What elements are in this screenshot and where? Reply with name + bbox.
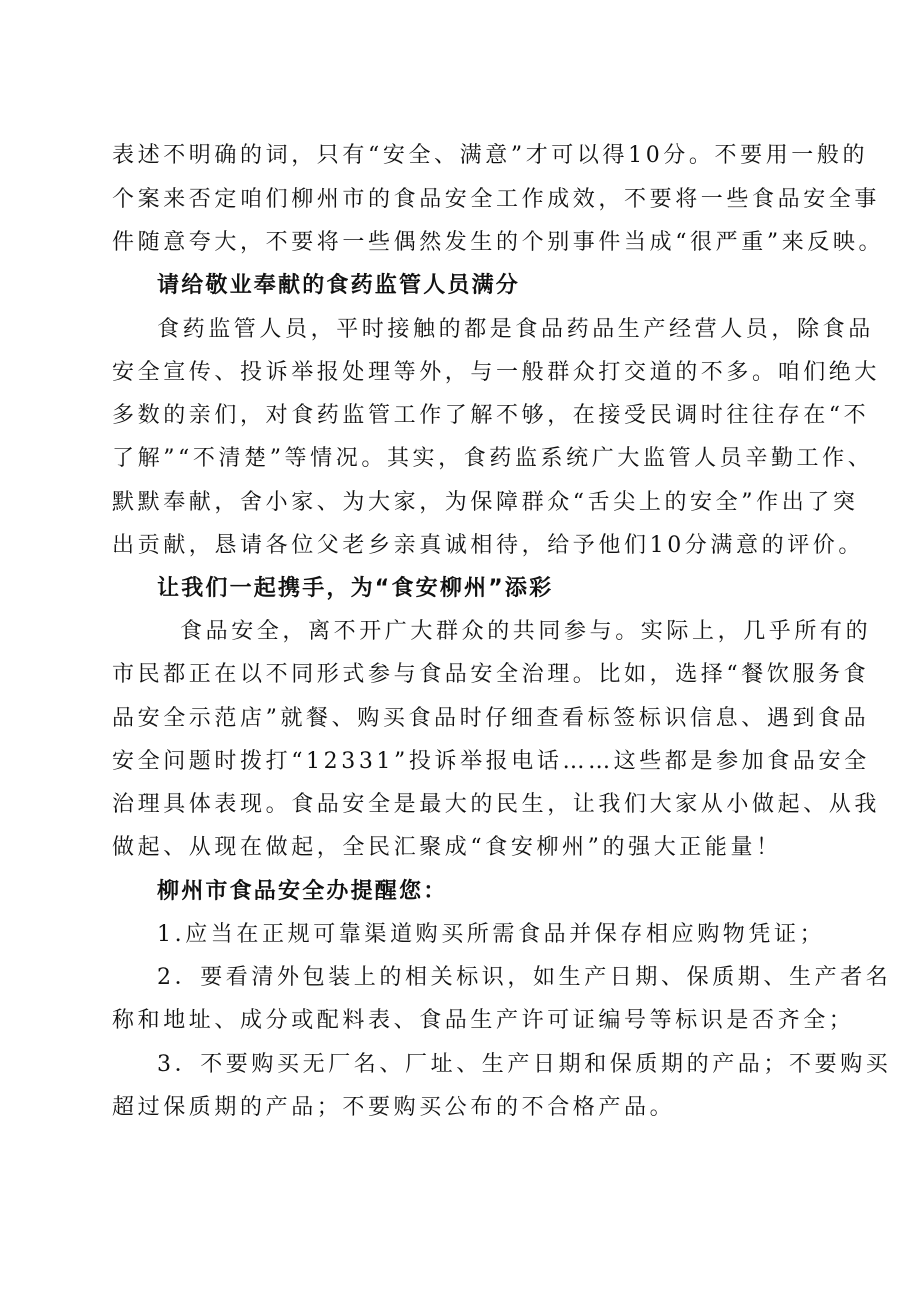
staff-line-4: 了解”“不清楚”等情况。其实，食药监系统广大监管人员辛勤工作、 <box>112 446 874 471</box>
reminder-item-2: 2．要看清外包装上的相关标识，如生产日期、保质期、生产者名 <box>157 965 892 990</box>
reminder-item-3: 3．不要购买无厂名、厂址、生产日期和保质期的产品；不要购买 <box>157 1052 892 1077</box>
together-line-5: 治理具体表现。食品安全是最大的民生，让我们大家从小做起、从我 <box>112 792 881 817</box>
intro-line-2: 个案来否定咱们柳州市的食品安全工作成效，不要将一些食品安全事 <box>112 187 881 212</box>
staff-line-3: 多数的亲们，对食药监管工作了解不够，在接受民调时往往存在“不 <box>112 403 870 428</box>
reminder-item-1: 1.应当在正规可靠渠道购买所需食品并保存相应购物凭证； <box>157 922 826 947</box>
staff-line-5: 默默奉献，舍小家、为大家，为保障群众“舌尖上的安全”作出了突 <box>112 490 859 515</box>
together-line-6: 做起、从现在做起，全民汇聚成“食安柳州”的强大正能量！ <box>112 835 782 860</box>
intro-line-3: 件随意夸大，不要将一些偶然发生的个别事件当成“很严重”来反映。 <box>112 230 885 255</box>
together-line-2: 市民都正在以不同形式参与食品安全治理。比如，选择“餐饮服务食 <box>112 662 870 687</box>
staff-line-1: 食药监管人员，平时接触的都是食品药品生产经营人员，除食品 <box>157 317 874 342</box>
together-line-3: 品安全示范店”就餐、购买食品时仔细查看标签标识信息、遇到食品 <box>112 706 870 731</box>
staff-line-6: 出贡献，恳请各位父老乡亲真诚相待，给予他们10分满意的评价。 <box>112 533 864 558</box>
heading-staff: 请给敬业奉献的食药监管人员满分 <box>157 273 521 298</box>
intro-line-1: 表述不明确的词，只有“安全、满意”才可以得10分。不要用一般的 <box>112 143 869 168</box>
reminder-item-2-cont: 称和地址、成分或配料表、食品生产许可证编号等标识是否齐全； <box>112 1008 855 1033</box>
reminder-item-3-cont: 超过保质期的产品；不要购买公布的不合格产品。 <box>112 1095 676 1120</box>
together-line-4: 安全问题时拨打“12331”投诉举报电话……这些都是参加食品安全 <box>112 749 870 774</box>
staff-line-2: 安全宣传、投诉举报处理等外，与一般群众打交道的不多。咱们绝大 <box>112 360 881 385</box>
together-line-1: 食品安全，离不开广大群众的共同参与。实际上，几乎所有的 <box>180 619 872 644</box>
heading-together: 让我们一起携手，为“食安柳州”添彩 <box>157 576 554 601</box>
heading-reminder: 柳州市食品安全办提醒您： <box>157 879 448 904</box>
